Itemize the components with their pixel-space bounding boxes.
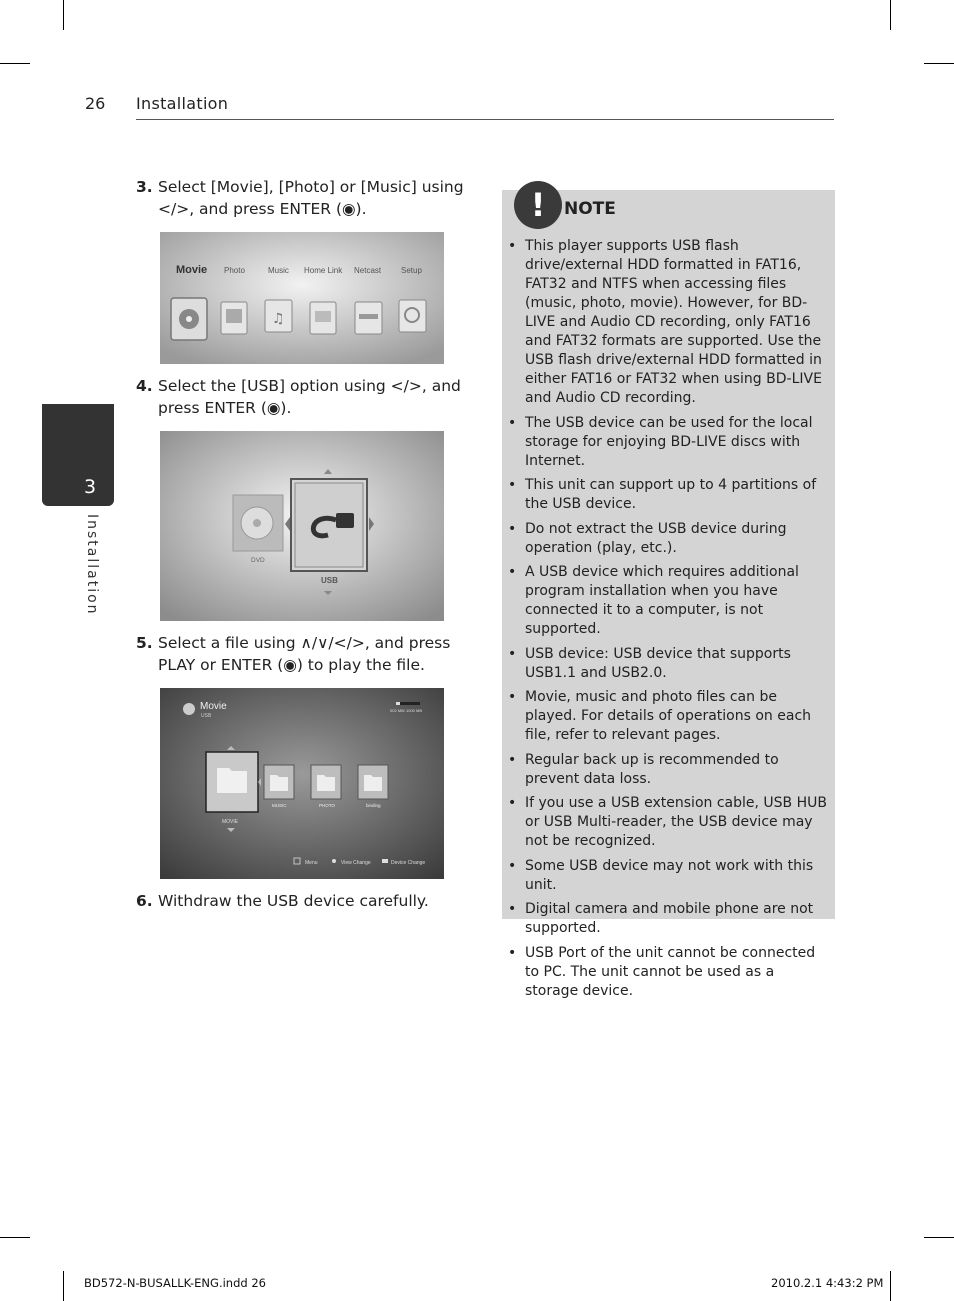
device-change-button-icon — [382, 859, 388, 863]
setup-tile-icon — [399, 300, 426, 332]
exclamation-icon: ! — [514, 181, 562, 229]
note-item: • USB device: USB device that supports USB1.1 and USB2.0. — [508, 645, 791, 681]
menu-photo: Photo — [224, 266, 245, 275]
chapter-tab — [42, 404, 114, 506]
bottom-view-change: View Change — [341, 860, 371, 866]
step-text: Select [Movie], [Photo] or [Music] using </>, and press ENTER (◉). — [158, 178, 464, 218]
folder-photo-label: PHOTO — [319, 803, 335, 808]
folder-music-label: MUSIC — [272, 803, 287, 808]
folder-icon — [270, 775, 288, 791]
home-menu-screenshot — [160, 232, 444, 364]
browser-title: Movie — [200, 701, 227, 712]
step-text: Select the [USB] option using </>, and press ENTER (◉). — [158, 377, 461, 417]
note-item: • USB Port of the unit cannot be connected to PC. The unit cannot be used as a storage device. — [508, 944, 816, 999]
file-browser-screenshot — [160, 688, 444, 879]
footer-filename: BD572-N-BUSALLK-ENG.indd 26 — [84, 1276, 266, 1290]
bottom-device-change: Device Change — [391, 860, 426, 866]
svg-text:♫: ♫ — [272, 311, 285, 327]
crop-mark — [0, 1237, 30, 1238]
note-item: • This player supports USB flash drive/external HDD formatted in FAT16, FAT32 and NTFS when accessing files (music, photo, movie). However, for BD-LIVE and Audio CD recording, only FAT16 and FAT32 formats are supported. Use the USB flash drive/external HDD formatted in either FAT16 or FAT32 when using BD-LIVE and Audio CD recording. — [508, 238, 822, 406]
crop-mark — [63, 0, 64, 30]
note-item: • The USB device can be used for the local storage for enjoying BD-LIVE discs with Internet. — [508, 414, 813, 469]
folder-icon — [364, 775, 382, 791]
note-item: • If you use a USB extension cable, USB HUB or USB Multi-reader, the USB device may not be recognized. — [508, 795, 827, 849]
usb-label: USB — [321, 576, 338, 585]
step-number: 4. — [136, 377, 153, 395]
step-5 — [136, 632, 476, 676]
note-item: • A USB device which requires additional program installation when you have connected it to a computer, is not supported. — [508, 564, 799, 637]
note-item: • Regular back up is recommended to prevent data loss. — [508, 751, 779, 787]
crop-mark — [890, 1271, 891, 1301]
folder-movie-label: MOVIE — [222, 819, 239, 825]
folder-binding-label: binding — [366, 803, 381, 808]
step-number: 6. — [136, 892, 153, 910]
chapter-number: 3 — [84, 476, 97, 498]
chapter-label: Installation — [84, 514, 100, 616]
menu-music: Music — [268, 266, 289, 275]
menu-home-link: Home Link — [304, 266, 343, 275]
crop-mark — [890, 0, 891, 30]
view-change-button-icon — [332, 859, 336, 863]
menu-setup: Setup — [401, 266, 422, 275]
menu-movie: Movie — [176, 264, 208, 276]
section-title: Installation — [136, 94, 229, 113]
crop-mark — [924, 63, 954, 64]
page-number: 26 — [85, 94, 106, 113]
footer-timestamp: 2010.2.1 4:43:2 PM — [771, 1276, 884, 1290]
step-6 — [136, 890, 476, 912]
step-text: Select a file using ∧/∨/</>, and press PLAY or ENTER (◉) to play the file. — [158, 634, 451, 674]
folder-icon — [317, 775, 335, 791]
bottom-menu: Menu — [305, 860, 318, 866]
browser-subtitle: USB — [201, 713, 212, 719]
note-item: • Some USB device may not work with this unit. — [508, 857, 814, 893]
step-number: 5. — [136, 634, 153, 652]
crop-mark — [924, 1237, 954, 1238]
header-rule — [136, 119, 834, 120]
step-4 — [136, 375, 476, 419]
step-number: 3. — [136, 178, 153, 196]
note-item: • This unit can support up to 4 partitions of the USB device. — [508, 477, 817, 512]
dvd-label: DVD — [251, 557, 265, 564]
usb-icon — [336, 513, 354, 528]
step-3 — [136, 176, 476, 220]
note-item: • Digital camera and mobile phone are not supported. — [508, 901, 814, 936]
crop-mark — [0, 63, 30, 64]
note-title: NOTE — [564, 199, 616, 219]
step-text: Withdraw the USB device carefully. — [158, 892, 429, 910]
note-item: • Do not extract the USB device during operation (play, etc.). — [508, 520, 787, 556]
device-select-screenshot — [160, 431, 444, 621]
folder-icon — [217, 768, 247, 793]
note-list — [507, 237, 831, 1006]
note-item: • Movie, music and photo files can be played. For details of operations on each file, refer to relevant pages. — [508, 689, 812, 743]
movie-section-icon — [183, 703, 195, 715]
capacity-text: 002 MB/ 1000 MB — [390, 708, 423, 713]
menu-netcast: Netcast — [354, 266, 382, 275]
crop-mark — [63, 1271, 64, 1301]
